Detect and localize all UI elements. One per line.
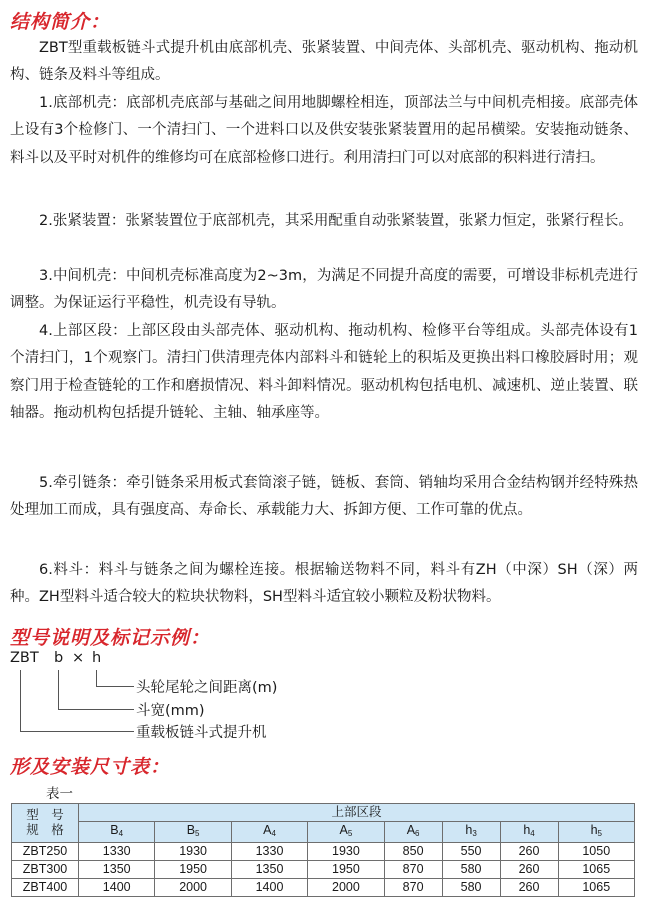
table-row xyxy=(12,843,635,861)
value-cell: 870 xyxy=(384,879,442,897)
paragraph-upper-section: 4.上部区段：上部区段由头部壳体、驱动机构、拖动机构、检修平台等组成。头部壳体设有1个清扫门，1个观察门。清扫门供清理壳体内部料斗和链轮上的积垢及更换出料口橡胶唇时用；观察门用于检查链轮的工作和磨损情况、料斗卸料情况。驱动机构包括电机、减速机、逆止装置、联轴器。拖动机构包括提升链轮、主轴、轴承座等。 xyxy=(10,323,638,422)
value-cell: 1400 xyxy=(231,879,307,897)
paragraph-middle-casing: 3.中间机壳：中间机壳标准高度为2~3m，为满足不同提升高度的需要，可增设非标机壳进行调整。为保证运行平稳性，机壳设有导轨。 xyxy=(10,268,638,312)
paragraph-tensioner: 2.张紧装置：张紧装置位于底部机壳，其采用配重自动张紧装置，张紧力恒定，张紧行程长。 xyxy=(39,213,633,229)
value-cell: 1930 xyxy=(155,843,231,861)
value-cell: 1065 xyxy=(558,879,634,897)
column-header-subscript: 3 xyxy=(472,829,477,838)
value-cell: 580 xyxy=(442,861,500,879)
column-header xyxy=(79,822,155,843)
table-caption: 表一 xyxy=(46,786,73,802)
table-corner-cell xyxy=(12,804,79,843)
model-code: ZBT xyxy=(10,650,39,666)
value-cell: 1350 xyxy=(79,861,155,879)
value-cell: 1400 xyxy=(79,879,155,897)
model-cell: ZBT300 xyxy=(12,861,79,879)
paragraph-bottom-casing: 1.底部机壳：底部机壳底部与基础之间用地脚螺栓相连，顶部法兰与中间机壳相接。底部壳体上设有3个检修门、一个清扫门、一个进料口以及供安装张紧装置用的起吊横梁。安装拖动链条、料斗以及平时对机件的维修均可在底部检修口进行。利用清扫门可以对底部的积料进行清扫。 xyxy=(10,95,638,166)
leader-code-horizontal xyxy=(20,731,134,732)
model-b: b xyxy=(54,650,64,666)
column-header-symbol: A xyxy=(263,823,272,837)
value-cell: 1350 xyxy=(231,861,307,879)
value-cell: 580 xyxy=(442,879,500,897)
table-body xyxy=(12,843,635,897)
value-cell: 1330 xyxy=(79,843,155,861)
column-header xyxy=(442,822,500,843)
model-h-description: 头轮尾轮之间距离(m) xyxy=(136,680,278,696)
value-cell: 260 xyxy=(500,843,558,861)
column-header xyxy=(558,822,634,843)
model-b-description: 斗宽(mm) xyxy=(136,703,205,719)
model-times: × xyxy=(72,650,85,666)
column-header xyxy=(155,822,231,843)
value-cell: 1330 xyxy=(231,843,307,861)
section-title-model: 型号说明及标记示例： xyxy=(10,627,211,649)
column-header-symbol: A xyxy=(339,823,348,837)
value-cell: 1950 xyxy=(308,861,384,879)
column-header xyxy=(231,822,307,843)
value-cell: 1950 xyxy=(155,861,231,879)
model-cell: ZBT400 xyxy=(12,879,79,897)
group-header-upper-section: 上部区段 xyxy=(79,804,635,822)
paragraph-overview: ZBT型重载板链斗式提升机由底部机壳、张紧装置、中间壳体、头部机壳、驱动机构、拖动机构、链条及料斗等组成。 xyxy=(10,40,638,84)
column-header xyxy=(384,822,442,843)
section-title-dimensions: 形及安装尺寸表： xyxy=(10,756,171,778)
column-header-symbol: B xyxy=(110,823,119,837)
column-header-subscript: 5 xyxy=(597,829,602,838)
value-cell: 550 xyxy=(442,843,500,861)
dimension-table xyxy=(11,803,635,897)
section-title-structure: 结构简介： xyxy=(10,11,111,33)
column-header-symbol: h xyxy=(590,823,598,837)
leader-code-vertical xyxy=(20,670,21,732)
value-cell: 2000 xyxy=(308,879,384,897)
column-header-subscript: 4 xyxy=(118,829,124,838)
table-row xyxy=(12,861,635,879)
value-cell: 2000 xyxy=(155,879,231,897)
paragraph-bucket: 6.料斗：料斗与链条之间为螺栓连接。根据输送物料不同，料斗有ZH（中深）SH（深）两种。ZH型料斗适合较大的粒块状物料，SH型料斗适宜较小颗粒及粉状物料。 xyxy=(10,562,638,606)
value-cell: 260 xyxy=(500,879,558,897)
leader-b-horizontal xyxy=(58,709,134,710)
value-cell: 850 xyxy=(384,843,442,861)
column-header xyxy=(308,822,384,843)
column-header-subscript: 6 xyxy=(415,829,420,838)
column-header-symbol: B xyxy=(186,823,196,837)
table-header-row xyxy=(12,804,635,822)
value-cell: 260 xyxy=(500,861,558,879)
value-cell: 1050 xyxy=(558,843,634,861)
model-cell: ZBT250 xyxy=(12,843,79,861)
paragraph-chain: 5.牵引链条：牵引链条采用板式套筒滚子链，链板、套筒、销轴均采用合金结构钢并经特殊热处理加工而成，具有强度高、寿命长、承载能力大、拆卸方便、工作可靠的优点。 xyxy=(10,475,638,519)
corner-label-spec: 规 格 xyxy=(26,823,64,837)
column-header-symbol: h xyxy=(523,823,531,837)
leader-h-vertical xyxy=(96,670,97,687)
table-column-header-row xyxy=(12,822,635,843)
leader-h-horizontal xyxy=(96,686,134,687)
column-header xyxy=(500,822,558,843)
column-header-subscript: 5 xyxy=(347,829,353,838)
value-cell: 1930 xyxy=(308,843,384,861)
value-cell: 870 xyxy=(384,861,442,879)
leader-b-vertical xyxy=(58,670,59,710)
model-h: h xyxy=(92,650,102,666)
column-header-subscript: 4 xyxy=(530,829,535,838)
column-header-symbol: h xyxy=(465,823,473,837)
column-header-subscript: 5 xyxy=(195,829,200,838)
corner-label-model: 型 号 xyxy=(26,808,64,822)
column-header-subscript: 4 xyxy=(271,829,276,838)
column-header-symbol: A xyxy=(406,823,416,837)
table-row xyxy=(12,879,635,897)
model-code-description: 重载板链斗式提升机 xyxy=(136,725,267,741)
value-cell: 1065 xyxy=(558,861,634,879)
